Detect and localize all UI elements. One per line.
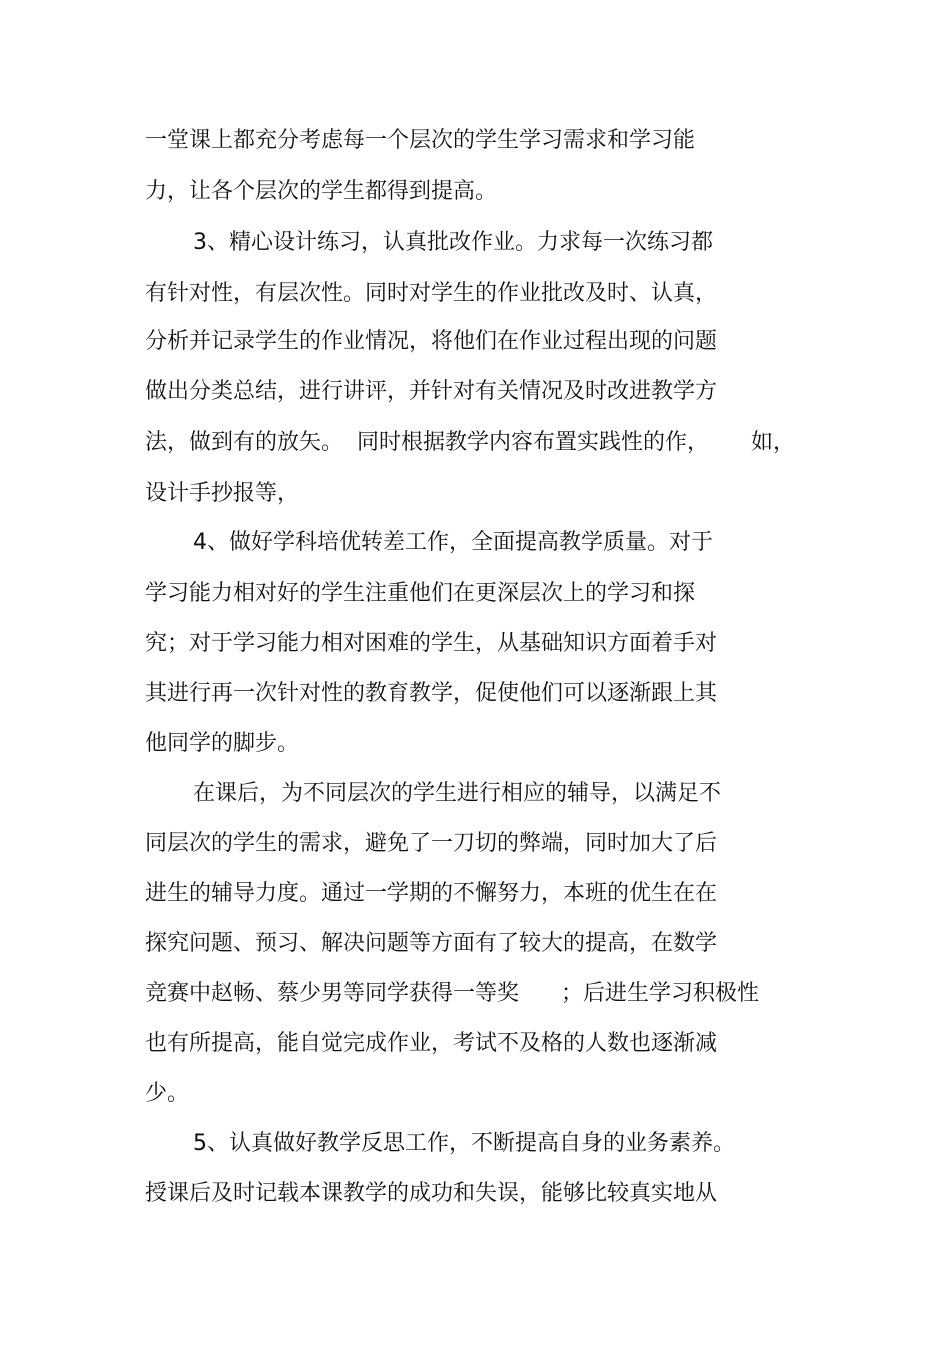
- paragraph-start-line: 3、精心设计练习，认真批改作业。力求每一次练习都: [193, 230, 713, 255]
- paragraph-start-line: 5、认真做好教学反思工作，不断提高自身的业务素养。: [193, 1131, 735, 1156]
- text-line: 分析并记录学生的作业情况，将他们在作业过程出现的问题: [145, 329, 718, 354]
- paragraph-start-line: 4、做好学科培优转差工作，全面提高教学质量。对于: [193, 530, 713, 555]
- text-line: 探究问题、预习、解决问题等方面有了较大的提高，在数学: [145, 931, 718, 956]
- text-line: 少。: [145, 1081, 190, 1106]
- text-line: 法，做到有的放矢。 同时根据教学内容布置实践性的作， 如，: [145, 430, 795, 455]
- text-line: 学习能力相对好的学生注重他们在更深层次上的学习和探: [145, 581, 696, 606]
- text-line: 设计手抄报等，: [145, 481, 300, 506]
- paragraph-start-line: 在课后，为不同层次的学生进行相应的辅导，以满足不: [193, 781, 722, 806]
- text-line: 他同学的脚步。: [145, 731, 300, 756]
- text-line: 进生的辅导力度。通过一学期的不懈努力，本班的优生在在: [145, 881, 718, 906]
- text-line: 同层次的学生的需求，避免了一刀切的弊端，同时加大了后: [145, 831, 718, 856]
- text-line: 竞赛中赵畅、蔡少男等同学获得一等奖 ；后进生学习积极性: [145, 981, 759, 1006]
- text-line: 做出分类总结，进行讲评，并针对有关情况及时改进教学方: [145, 379, 718, 404]
- text-line: 究；对于学习能力相对困难的学生，从基础知识方面着手对: [145, 631, 718, 656]
- text-line: 一堂课上都充分考虑每一个层次的学生学习需求和学习能: [145, 128, 696, 153]
- text-line: 力，让各个层次的学生都得到提高。: [145, 179, 498, 204]
- text-line: 其进行再一次针对性的教育教学，促使他们可以逐渐跟上其: [145, 681, 718, 706]
- text-line: 有针对性，有层次性。同时对学生的作业批改及时、认真，: [145, 281, 718, 306]
- text-line: 授课后及时记载本课教学的成功和失误，能够比较真实地从: [145, 1181, 718, 1206]
- text-line: 也有所提高，能自觉完成作业，考试不及格的人数也逐渐减: [145, 1031, 718, 1056]
